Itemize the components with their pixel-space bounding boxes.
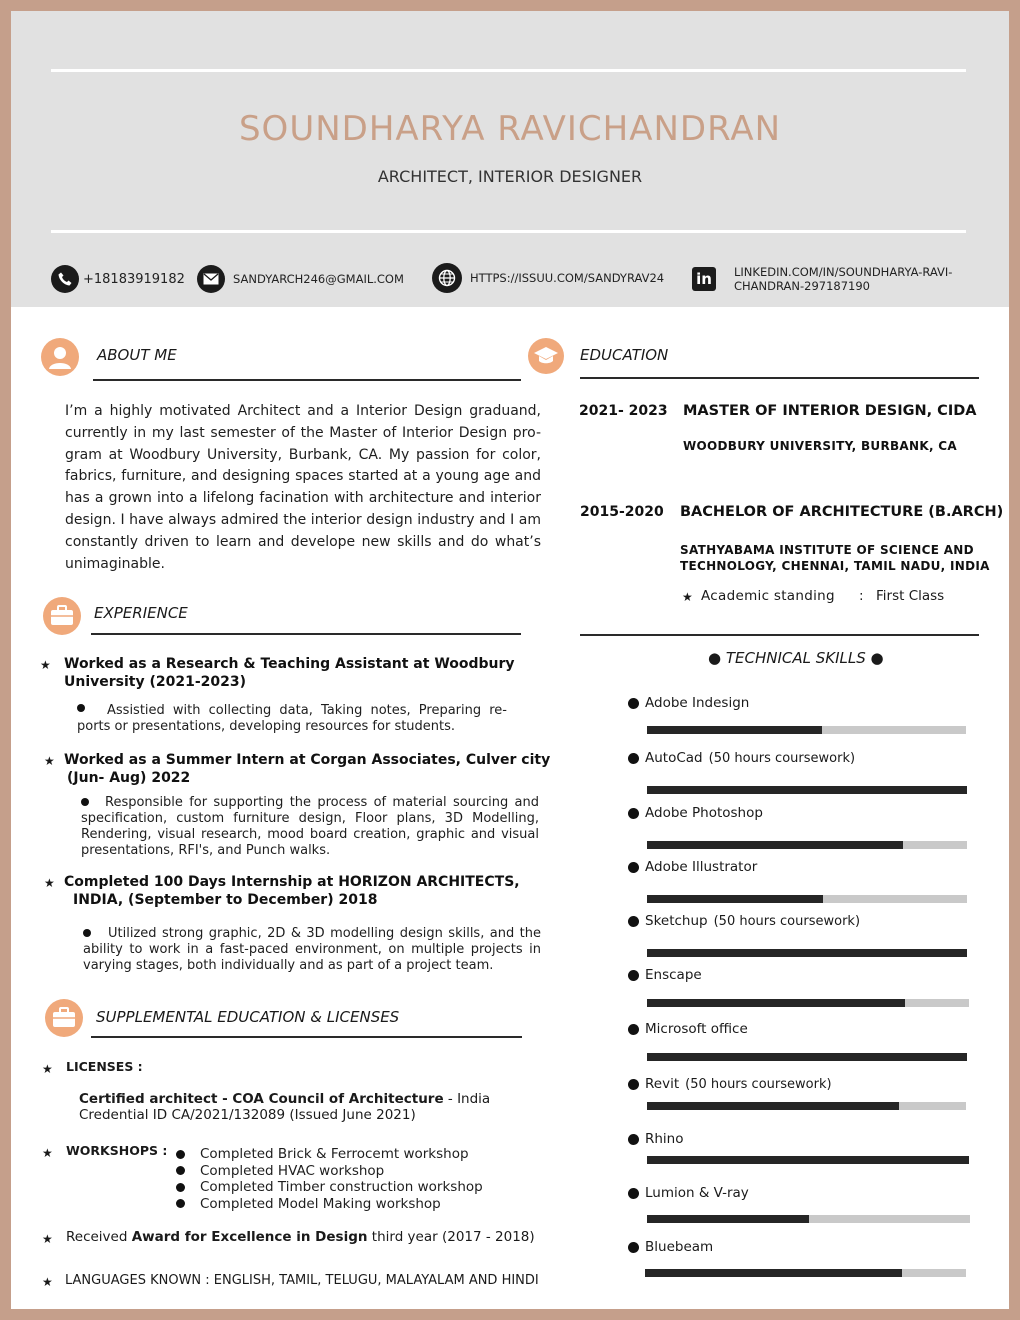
- contact-website[interactable]: [432, 263, 664, 293]
- skill-name: Microsoft office: [645, 1021, 748, 1037]
- award-title: Award for Excellence in Design: [131, 1229, 368, 1245]
- skill-name: Revit: [645, 1076, 680, 1092]
- about-heading: ABOUT ME: [97, 346, 177, 364]
- skill-bar-track: [647, 1102, 966, 1110]
- bullet-icon: [176, 1166, 185, 1175]
- experience-3-title-line-2: INDIA, (September to December) 2018: [73, 892, 378, 908]
- education-divider: [580, 377, 979, 379]
- skill-item: [628, 967, 702, 983]
- linkedin-text: [734, 265, 952, 293]
- skill-bar-fill: [647, 786, 967, 794]
- skill-item: [628, 805, 763, 821]
- star-icon: ★: [44, 754, 55, 768]
- license-entry: [79, 1091, 490, 1123]
- person-icon: [41, 338, 79, 376]
- skill-bar-fill: [647, 726, 822, 734]
- skill-item: [628, 1185, 749, 1201]
- skill-name: Adobe Photoshop: [645, 805, 763, 821]
- experience-1-title-line-2: University (2021-2023): [64, 674, 247, 690]
- academic-standing-label: Academic standing: [701, 588, 835, 604]
- bullet-icon: [628, 1079, 639, 1090]
- skill-item: [628, 1131, 684, 1147]
- skill-item: [628, 1076, 832, 1092]
- contact-linkedin[interactable]: [692, 265, 952, 293]
- bullet-icon: [628, 1188, 639, 1199]
- skill-bar-track: [647, 895, 967, 903]
- skill-bar-fill: [647, 1156, 969, 1164]
- education-2-degree: BACHELOR OF ARCHITECTURE (B.ARCH): [680, 504, 1004, 520]
- website-text: HTTPS://ISSUU.COM/SANDYRAV24: [470, 271, 665, 285]
- experience-heading: EXPERIENCE: [94, 604, 188, 622]
- contact-phone[interactable]: [51, 265, 185, 293]
- skills-heading: ● TECHNICAL SKILLS ●: [708, 649, 884, 667]
- skill-bar-track: [647, 726, 966, 734]
- skill-name: Rhino: [645, 1131, 684, 1147]
- skill-name: Adobe Illustrator: [645, 859, 758, 875]
- star-icon: ★: [682, 590, 693, 604]
- skill-bar-track: [647, 1156, 969, 1164]
- education-1-years: 2021- 2023: [579, 403, 668, 419]
- education-heading: EDUCATION: [580, 346, 669, 364]
- skill-bar-fill: [647, 1053, 967, 1061]
- skill-note: (50 hours coursework): [685, 1076, 832, 1092]
- skill-bar-fill: [647, 895, 823, 903]
- workshops-label: WORKSHOPS :: [66, 1143, 168, 1158]
- skill-item: [628, 1239, 713, 1255]
- skill-bar-fill: [647, 1215, 809, 1223]
- resume-header: [11, 11, 1009, 307]
- experience-1-body: Assistied with collecting data, Taking notes, Preparing re-ports or presentations, developing resources for students.: [77, 703, 507, 734]
- list-item: [176, 1196, 483, 1213]
- skill-bar-track: [645, 1269, 966, 1277]
- award-suffix: third year (2017 - 2018): [367, 1229, 535, 1245]
- education-2-institution-line-2: TECHNOLOGY, CHENNAI, TAMIL NADU, INDIA: [680, 559, 990, 573]
- skill-bar-track: [647, 999, 969, 1007]
- linkedin-icon: in: [692, 267, 716, 291]
- star-icon: ★: [42, 1146, 53, 1160]
- linkedin-line-1: LINKEDIN.COM/IN/SOUNDHARYA-RAVI-: [734, 265, 953, 279]
- education-2-institution-line-1: SATHYABAMA INSTITUTE OF SCIENCE AND: [680, 543, 974, 557]
- experience-3-title-line-1: Completed 100 Days Internship at HORIZON ARCHITECTS,: [64, 874, 520, 890]
- workshop-1: Completed Brick & Ferrocemt workshop: [200, 1146, 469, 1162]
- star-icon: ★: [44, 876, 55, 890]
- experience-1-title-line-1: Worked as a Research & Teaching Assistant at Woodbury: [64, 656, 515, 672]
- bullet-icon: [628, 916, 639, 927]
- award-text: [66, 1229, 535, 1245]
- bullet-icon: [628, 808, 639, 819]
- phone-icon: [51, 265, 79, 293]
- bullet-icon: [628, 970, 639, 981]
- licenses-label: LICENSES :: [66, 1059, 143, 1074]
- list-item: [176, 1179, 483, 1196]
- education-2-institution: [680, 542, 990, 574]
- education-1-degree: MASTER OF INTERIOR DESIGN, CIDA: [683, 403, 977, 419]
- bullet-icon: [176, 1199, 185, 1208]
- bullet-icon: [628, 1134, 639, 1145]
- license-title: Certified architect - COA Council of Architecture: [79, 1091, 444, 1107]
- skill-name: Enscape: [645, 967, 702, 983]
- experience-divider: [91, 633, 521, 635]
- resume-page: [11, 11, 1009, 1309]
- briefcase-icon: [43, 597, 81, 635]
- skill-name: Adobe Indesign: [645, 695, 750, 711]
- skill-note: (50 hours coursework): [708, 750, 856, 766]
- about-divider: [93, 379, 521, 381]
- contact-email[interactable]: [197, 265, 404, 293]
- skill-bar-track: [647, 949, 967, 957]
- skill-note: (50 hours coursework): [713, 913, 861, 929]
- academic-standing-value: First Class: [876, 588, 945, 604]
- skill-bar-fill: [647, 949, 967, 957]
- star-icon: ★: [42, 1275, 53, 1289]
- skill-item: [628, 695, 749, 711]
- globe-icon: [432, 263, 462, 293]
- skill-bar-track: [647, 1215, 970, 1223]
- skill-item: [628, 913, 860, 929]
- workshop-2: Completed HVAC workshop: [200, 1162, 385, 1179]
- skill-name: Lumion & V-ray: [645, 1185, 749, 1201]
- bullet-icon: [628, 753, 639, 764]
- star-icon: ★: [40, 658, 51, 672]
- briefcase-icon: [45, 999, 83, 1037]
- skill-name: Bluebeam: [645, 1239, 714, 1255]
- skill-bar-fill: [647, 841, 903, 849]
- experience-2-body: Responsible for supporting the process of material sourcing and specification, custom furniture design, Floor plans, 3D Modelling, Rendering, visual research, mood board creation, graphic and visual presentations, RFI's, and Punch walks.: [81, 795, 539, 858]
- skill-item: [628, 1021, 748, 1037]
- header-divider-top: [51, 69, 966, 72]
- graduation-cap-icon: [528, 338, 564, 374]
- skill-bar-fill: [647, 1102, 899, 1110]
- license-country: - India: [443, 1091, 491, 1107]
- experience-3-body: Utilized strong graphic, 2D & 3D modelling design skills, and the ability to work in a fast-paced environment, on multiple projects in varying stages, both individually and as part of a project team.: [83, 926, 541, 973]
- person-title: ARCHITECT, INTERIOR DESIGNER: [377, 167, 643, 186]
- list-item: [176, 1163, 483, 1180]
- workshop-4: Completed Model Making workshop: [200, 1195, 441, 1212]
- list-item: [176, 1146, 483, 1163]
- skill-name: Sketchup: [645, 913, 708, 929]
- skill-item: [628, 859, 757, 875]
- skill-bar-track: [647, 786, 967, 794]
- experience-1-title: [64, 655, 515, 691]
- academic-standing-separator: :: [859, 588, 864, 604]
- skill-bar-fill: [647, 999, 905, 1007]
- workshops-list: [176, 1146, 483, 1212]
- skill-bar-track: [647, 1053, 967, 1061]
- skill-name: AutoCad: [645, 750, 703, 766]
- bullet-icon: [628, 862, 639, 873]
- education-1-institution: WOODBURY UNIVERSITY, BURBANK, CA: [683, 439, 957, 453]
- skills-divider: [580, 634, 979, 636]
- bullet-icon: [628, 698, 639, 709]
- bullet-icon: [628, 1024, 639, 1035]
- about-text: I’m a highly motivated Architect and a Interior Design graduand, currently in my last semester of the Master of Interior Design pro-gram at Woodbury University, Burbank, CA. My passion for color, fabrics, furniture, and designing spaces started at a young age and has a grown into a lifelong facination with architecture and interior design. I have always admired the interior design industry and I am constantly driven to learn and develope new skills and do what’s unimaginable.: [65, 403, 541, 572]
- experience-2-title-line-2: (Jun- Aug) 2022: [67, 770, 191, 786]
- license-credential: Credential ID CA/2021/132089 (Issued June 2021): [79, 1107, 416, 1123]
- skill-bar-fill: [645, 1269, 902, 1277]
- phone-text: +18183919182: [83, 271, 185, 287]
- bullet-icon: [176, 1183, 185, 1192]
- workshop-3: Completed Timber construction workshop: [200, 1179, 483, 1195]
- skill-bar-track: [647, 841, 967, 849]
- star-icon: ★: [42, 1062, 53, 1076]
- bullet-icon: [176, 1150, 185, 1159]
- education-2-years: 2015-2020: [580, 504, 664, 520]
- linkedin-line-2: CHANDRAN-297187190: [734, 279, 870, 293]
- mail-icon: [197, 265, 225, 293]
- star-icon: ★: [42, 1232, 53, 1246]
- experience-2-title: [64, 751, 550, 787]
- skill-item: [628, 750, 855, 766]
- supplemental-heading: SUPPLEMENTAL EDUCATION & LICENSES: [96, 1008, 400, 1026]
- person-name: SOUNDHARYA RAVICHANDRAN: [238, 109, 782, 149]
- header-divider-bottom: [51, 230, 966, 233]
- bullet-icon: [628, 1242, 639, 1253]
- languages-text: LANGUAGES KNOWN : ENGLISH, TAMIL, TELUGU, MALAYALAM AND HINDI: [65, 1273, 539, 1288]
- award-prefix: Received: [66, 1229, 132, 1245]
- experience-2-title-line-1: Worked as a Summer Intern at Corgan Associates, Culver city: [64, 752, 551, 768]
- email-text: SANDYARCH246@GMAIL.COM: [233, 272, 404, 286]
- supplemental-divider: [91, 1036, 522, 1038]
- experience-3-title: [64, 873, 520, 909]
